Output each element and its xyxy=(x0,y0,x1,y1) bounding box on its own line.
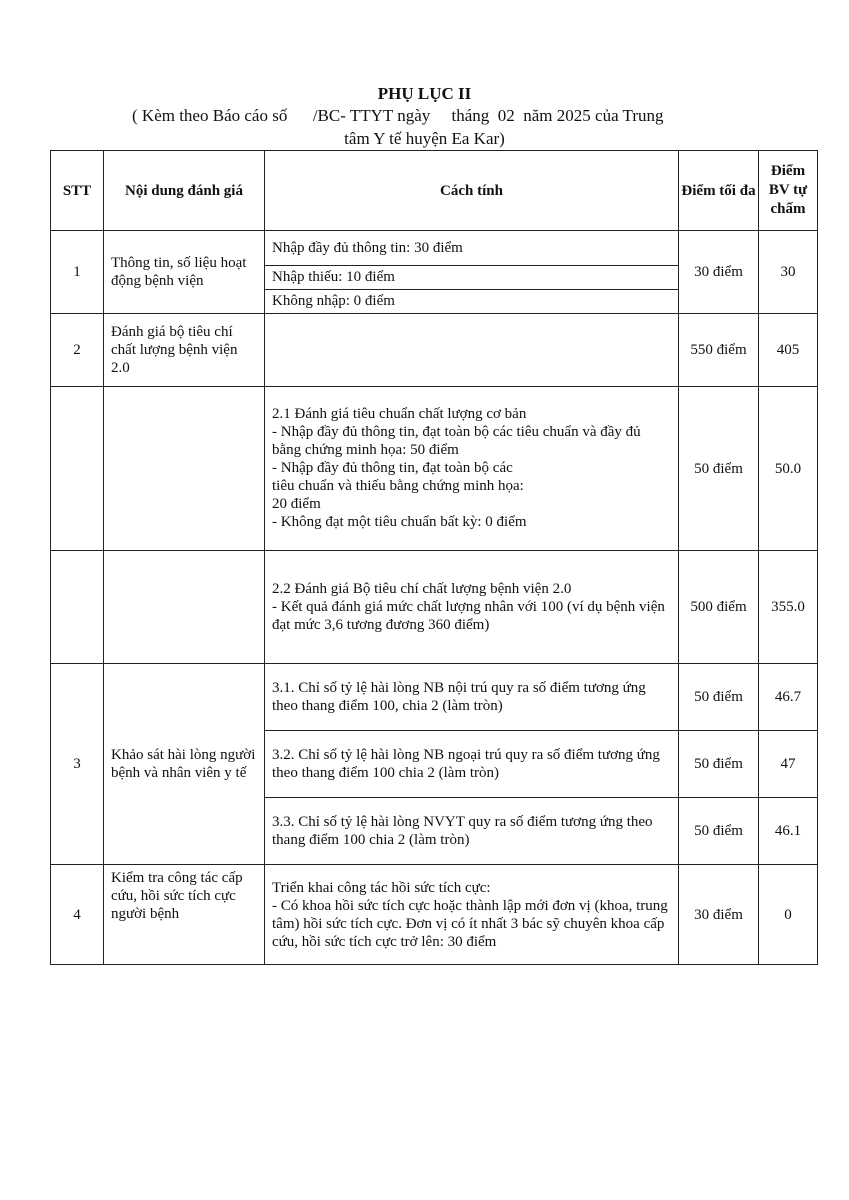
row-4-method xyxy=(265,865,679,965)
row-3-3-method: 3.3. Chỉ số tỷ lệ hài lòng NVYT quy ra số điểm tương ứng theo thang điểm 100 chia 2 (làm tròn) xyxy=(265,798,679,865)
header-content: Nội dung đánh giá xyxy=(104,151,265,231)
row-3-1-self: 46.7 xyxy=(759,664,818,731)
row-4-line-1: Triển khai công tác hồi sức tích cực: xyxy=(272,879,491,896)
row-1-max: 30 điểm xyxy=(679,231,759,314)
row-2-1-line-6: - Không đạt một tiêu chuẩn bất kỳ: 0 điểm xyxy=(272,514,527,530)
header-self-score xyxy=(759,151,818,231)
row-3-1-method: 3.1. Chỉ số tỷ lệ hài lòng NB nội trú quy ra số điểm tương ứng theo thang điểm 100, chia 2 (làm tròn) xyxy=(265,664,679,731)
row-3-2-self: 47 xyxy=(759,731,818,798)
row-4-self: 0 xyxy=(759,865,818,965)
row-3-1-max: 50 điểm xyxy=(679,664,759,731)
header-max-score: Điểm tối đa xyxy=(679,151,759,231)
row-2-2-method xyxy=(265,551,679,664)
table-row xyxy=(51,664,818,731)
row-1-method-line-3: Không nhập: 0 điểm xyxy=(272,293,395,309)
table-row xyxy=(51,865,818,965)
row-3-3-max: 50 điểm xyxy=(679,798,759,865)
evaluation-table xyxy=(50,150,818,965)
row-2-2-max: 500 điểm xyxy=(679,551,759,664)
subtitle-line-2: tâm Y tế huyện Ea Kar) xyxy=(344,129,505,148)
row-2-1-line-4: tiêu chuẩn và thiếu bằng chứng minh họa: xyxy=(272,478,524,494)
row-2-1-line-2: - Nhập đầy đủ thông tin, đạt toàn bộ các tiêu chuẩn và đầy đủ bằng chứng minh họa: 50 điểm xyxy=(272,424,641,458)
header-stt: STT xyxy=(51,151,104,231)
row-2-1-max: 50 điểm xyxy=(679,387,759,551)
row-2-1-content xyxy=(104,387,265,551)
row-2-2-content xyxy=(104,551,265,664)
row-2-self: 405 xyxy=(759,314,818,387)
row-3-3-self: 46.1 xyxy=(759,798,818,865)
row-2-2-stt xyxy=(51,551,104,664)
row-3-2-max: 50 điểm xyxy=(679,731,759,798)
subtitle-line-1: ( Kèm theo Báo cáo số /BC- TTYT ngày tháng 02 năm 2025 của Trung xyxy=(132,106,664,125)
row-2-1-line-3: - Nhập đầy đủ thông tin, đạt toàn bộ các xyxy=(272,460,513,476)
table-row xyxy=(51,387,818,551)
table-row xyxy=(51,314,818,387)
table-header-row xyxy=(51,151,818,231)
row-2-content: Đánh giá bộ tiêu chí chất lượng bệnh viện 2.0 xyxy=(104,314,265,387)
header-method: Cách tính xyxy=(265,151,679,231)
row-1-content: Thông tin, số liệu hoạt động bệnh viện xyxy=(104,231,265,314)
row-2-2-self: 355.0 xyxy=(759,551,818,664)
table-row xyxy=(51,551,818,664)
row-2-stt: 2 xyxy=(51,314,104,387)
row-4-content: Kiểm tra công tác cấp cứu, hồi sức tích cực người bệnh xyxy=(104,865,265,965)
page-title: PHỤ LỤC II xyxy=(377,84,472,103)
row-3-stt: 3 xyxy=(51,664,104,865)
row-4-line-2: - Có khoa hồi sức tích cực hoặc thành lập mới đơn vị (khoa, trung tâm) hồi sức tích cực. Đơn vị có ít nhất 3 bác sỹ chuyên khoa cấp cứu, hồi sức tích cực trở lên: 30 điểm xyxy=(272,897,668,950)
row-2-1-stt xyxy=(51,387,104,551)
row-2-max: 550 điểm xyxy=(679,314,759,387)
row-2-2-line-1: 2.2 Đánh giá Bộ tiêu chí chất lượng bệnh viện 2.0 xyxy=(272,581,572,597)
row-2-1-method xyxy=(265,387,679,551)
header-self-score-text: Điểm BV tự chấm xyxy=(768,163,808,217)
row-2-1-line-5: 20 điểm xyxy=(272,496,321,512)
row-2-method xyxy=(265,314,679,387)
row-2-1-line-1: 2.1 Đánh giá tiêu chuẩn chất lượng cơ bản xyxy=(272,406,527,422)
row-3-2-method: 3.2. Chỉ số tỷ lệ hài lòng NB ngoại trú quy ra số điểm tương ứng theo thang điểm 100 chia 2 (làm tròn) xyxy=(265,731,679,798)
row-1-method-line-1: Nhập đầy đủ thông tin: 30 điểm xyxy=(265,231,678,266)
row-1-method xyxy=(265,231,679,314)
row-4-max: 30 điểm xyxy=(679,865,759,965)
row-1-method-line-2: Nhập thiếu: 10 điểm xyxy=(265,266,678,290)
row-1-self: 30 xyxy=(759,231,818,314)
row-4-stt: 4 xyxy=(51,865,104,965)
table-row xyxy=(51,231,818,314)
row-2-2-line-2: - Kết quả đánh giá mức chất lượng nhân với 100 (ví dụ bệnh viện đạt mức 3,6 tương đương 360 điểm) xyxy=(272,599,665,633)
row-1-stt: 1 xyxy=(51,231,104,314)
row-3-content: Khảo sát hài lòng người bệnh và nhân viên y tế xyxy=(104,664,265,865)
row-2-1-self: 50.0 xyxy=(759,387,818,551)
